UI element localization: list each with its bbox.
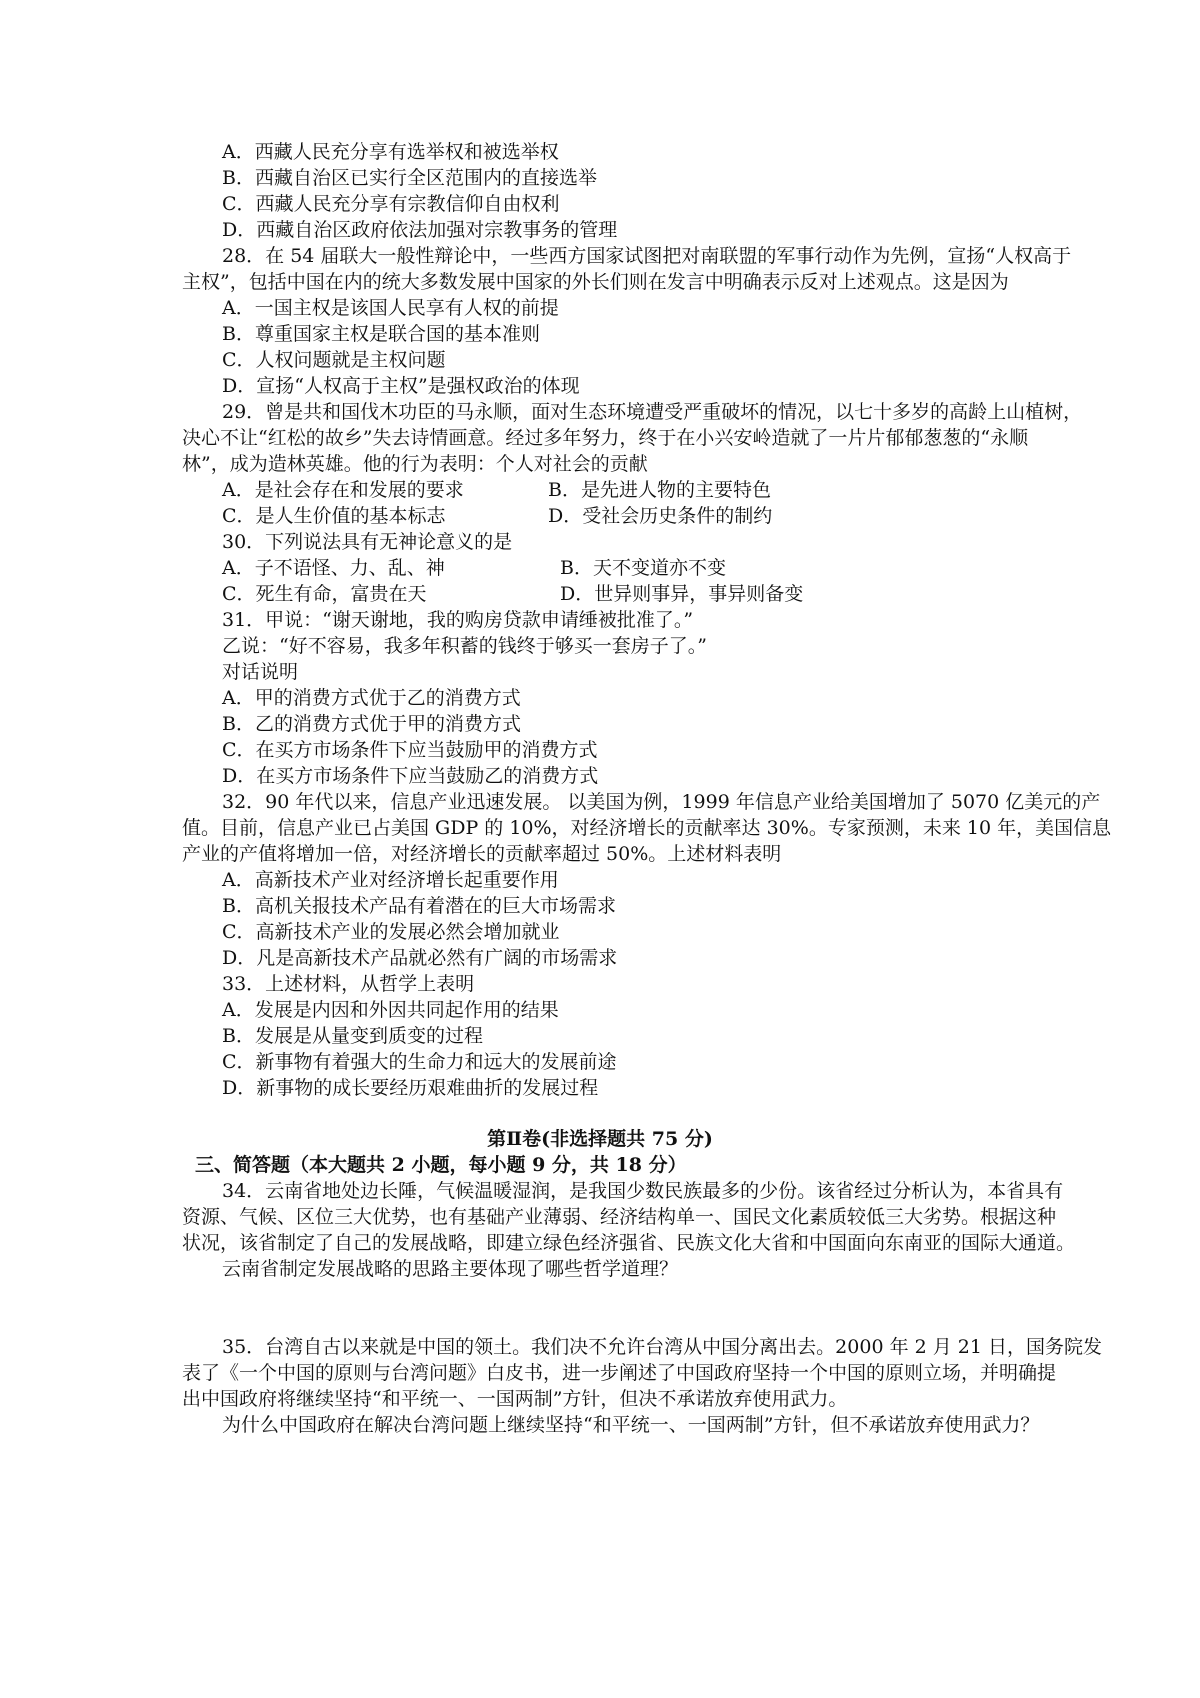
q29-option-c: C．是人生价值的基本标志 (222, 505, 446, 527)
q28-option-a: A．一国主权是该国人民享有人权的前提 (222, 297, 559, 319)
q33-option-b: B．发展是从量变到质变的过程 (222, 1025, 483, 1047)
q31-option-b: B．乙的消费方式优于甲的消费方式 (222, 713, 521, 735)
section-three-heading: 三、简答题（本大题共 2 小题，每小题 9 分，共 18 分） (195, 1154, 687, 1176)
q31-stem-line1: 31．甲说：“谢天谢地，我的购房贷款申请缍被批准了。” (222, 609, 694, 631)
q33-stem: 33．上述材料，从哲学上表明 (222, 973, 475, 995)
q30-option-a: A．子不语怪、力、乱、神 (222, 557, 445, 579)
q35-question: 为什么中国政府在解决台湾问题上继续坚持“和平统一、一国两制”方针，但不承诺放弃使用武力？ (222, 1414, 1040, 1436)
q31-option-c: C．在买方市场条件下应当鼓励甲的消费方式 (222, 739, 598, 761)
q32-option-d: D．凡是高新技术产品就必然有广阔的市场需求 (222, 947, 618, 969)
q30-option-d: D．世异则事异，事异则备变 (560, 583, 804, 605)
q34-stem-line1: 34．云南省地处边长陲，气候温暖湿润，是我国少数民族最多的少份。该省经过分析认为，本省具有 (222, 1180, 1064, 1202)
q27-option-d: D．西藏自治区政府依法加强对宗教事务的管理 (222, 219, 618, 241)
q33-option-c: C．新事物有着强大的生命力和远大的发展前途 (222, 1051, 617, 1073)
q28-option-c: C．人权问题就是主权问题 (222, 349, 446, 371)
q29-option-a: A．是社会存在和发展的要求 (222, 479, 464, 501)
q29-stem-line2: 决心不让“红松的故乡”失去诗情画意。经过多年努力，终于在小兴安岭造就了一片片郁郁葱葱的“永顺 (182, 427, 1029, 449)
q30-option-c: C．死生有命，富贵在天 (222, 583, 427, 605)
q27-option-b: B．西藏自治区已实行全区范围内的直接选举 (222, 167, 597, 189)
q35-stem-line2: 表了《一个中国的原则与台湾问题》白皮书，进一步阐述了中国政府坚持一个中国的原则立场，并明确提 (182, 1362, 1057, 1384)
q34-stem-line3: 状况，该省制定了自己的发展战略，即建立绿色经济强省、民族文化大省和中国面向东南亚的国际大通道。 (182, 1232, 1076, 1254)
q32-option-c: C．高新技术产业的发展必然会增加就业 (222, 921, 560, 943)
q29-option-d: D．受社会历史条件的制约 (548, 505, 773, 527)
q28-stem-line1: 28．在 54 届联大一般性辩论中，一些西方国家试图把对南联盟的军事行动作为先例，宣扬“人权高于 (222, 245, 1072, 267)
section-ii-title: 第Ⅱ卷(非选择题共 75 分) (487, 1128, 713, 1150)
q34-question: 云南省制定发展战略的思路主要体现了哪些哲学道理？ (222, 1258, 679, 1280)
q34-stem-line2: 资源、气候、区位三大优势，也有基础产业薄弱、经济结构单一、国民文化素质较低三大劣势。根据这种 (182, 1206, 1057, 1228)
q30-option-b: B．天不变道亦不变 (560, 557, 726, 579)
q28-stem-line2: 主权”，包括中国在内的统大多数发展中国家的外长们则在发言中明确表示反对上述观点。这是因为 (182, 271, 1009, 293)
q27-option-a: A．西藏人民充分享有选举权和被选举权 (222, 141, 559, 163)
q27-option-c: C．西藏人民充分享有宗教信仰自由权利 (222, 193, 560, 215)
q35-stem-line3: 出中国政府将继续坚持“和平统一、一国两制”方针，但决不承诺放弃使用武力。 (182, 1388, 848, 1410)
q30-stem: 30．下列说法具有无神论意义的是 (222, 531, 513, 553)
q31-option-a: A．甲的消费方式优于乙的消费方式 (222, 687, 521, 709)
q35-stem-line1: 35．台湾自古以来就是中国的领土。我们决不允许台湾从中国分离出去。2000 年 2 月 21 日，国务院发 (222, 1336, 1102, 1358)
q33-option-a: A．发展是内因和外因共同起作用的结果 (222, 999, 559, 1021)
q32-stem-line2: 值。目前，信息产业已占美国 GDP 的 10%，对经济增长的贡献率达 30%。专家预测，未来 10 年，美国信息 (182, 817, 1112, 839)
q29-option-b: B．是先进人物的主要特色 (548, 479, 771, 501)
q31-stem-line2: 乙说：“好不容易，我多年积蓄的钱终于够买一套房子了。” (222, 635, 707, 657)
q28-option-d: D．宣扬“人权高于主权”是强权政治的体现 (222, 375, 580, 397)
q32-stem-line1: 32．90 年代以来，信息产业迅速发展。 以美国为例，1999 年信息产业给美国增加了 5070 亿美元的产 (222, 791, 1101, 813)
q33-option-d: D．新事物的成长要经历艰难曲折的发展过程 (222, 1077, 599, 1099)
q31-option-d: D．在买方市场条件下应当鼓励乙的消费方式 (222, 765, 599, 787)
q28-option-b: B．尊重国家主权是联合国的基本准则 (222, 323, 540, 345)
q29-stem-line3: 林”，成为造林英雄。他的行为表明：个人对社会的贡献 (182, 453, 648, 475)
q32-stem-line3: 产业的产值将增加一倍，对经济增长的贡献率超过 50%。上述材料表明 (182, 843, 782, 865)
q31-stem-line3: 对话说明 (222, 661, 299, 683)
q29-stem-line1: 29．曾是共和国伐木功臣的马永顺，面对生态环境遭受严重破坏的情况，以七十多岁的高龄上山植树， (222, 401, 1083, 423)
q32-option-a: A．高新技术产业对经济增长起重要作用 (222, 869, 559, 891)
q32-option-b: B．高机关报技术产品有着潜在的巨大市场需求 (222, 895, 616, 917)
